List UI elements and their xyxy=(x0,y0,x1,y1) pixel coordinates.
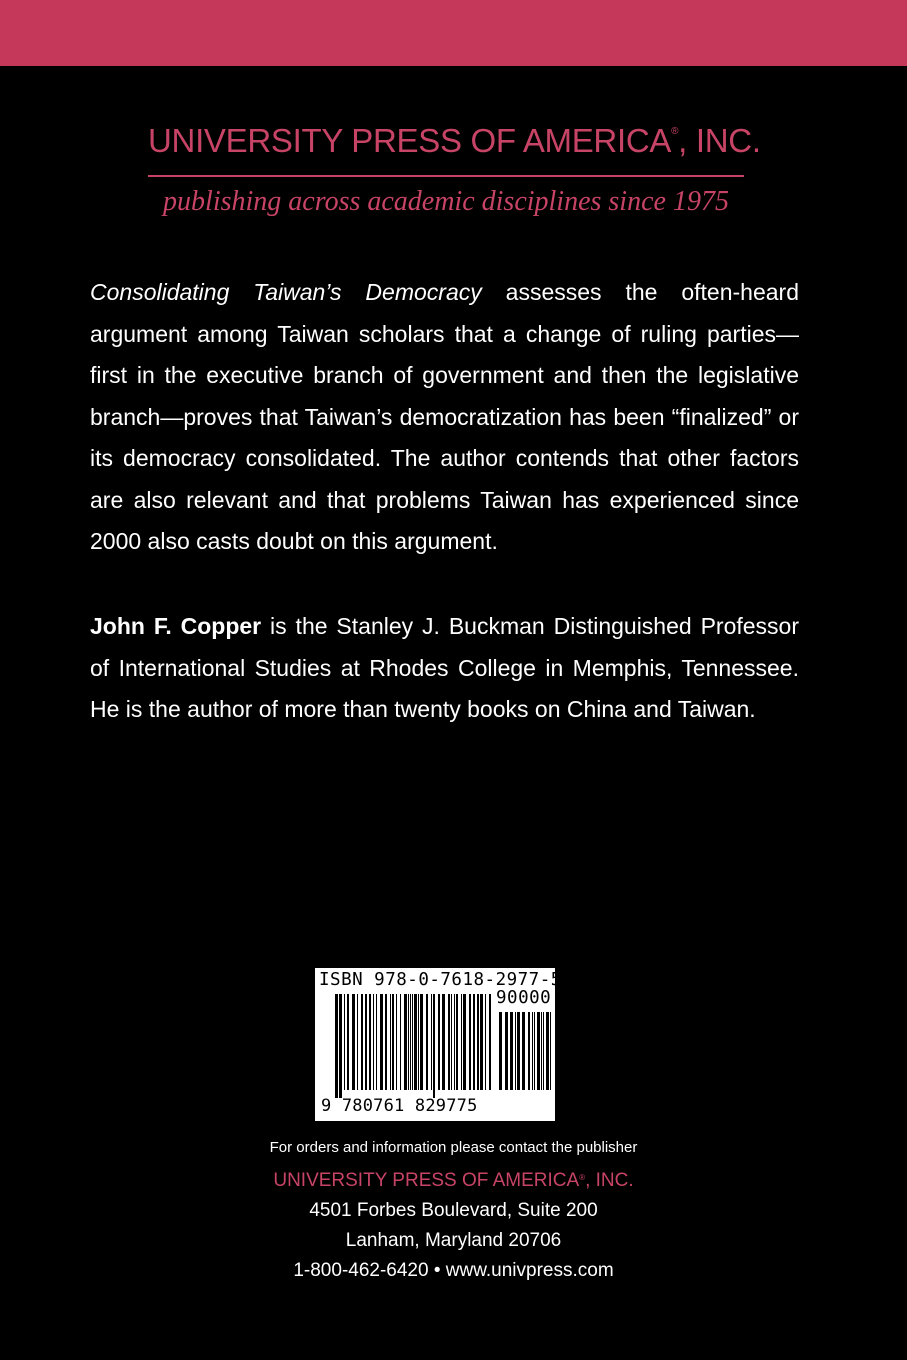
registered-mark: ® xyxy=(671,126,679,137)
phone-and-website: 1-800-462-6420 • www.univpress.com xyxy=(293,1260,614,1281)
publisher-rule xyxy=(148,175,744,177)
publisher-tagline: publishing across academic disciplines since 1975 xyxy=(163,186,729,217)
price-code: 90000 xyxy=(496,988,552,1008)
contact-registered-mark: ® xyxy=(579,1173,586,1182)
author-bio xyxy=(90,606,799,731)
book-description xyxy=(90,272,799,563)
author-name: John F. Copper xyxy=(90,613,262,639)
top-color-band xyxy=(0,0,907,66)
bio-text: is the Stanley J. Buckman Distinguished Professor of International Studies at Rhodes College in Memphis, Tennessee. He is the author of more than twenty books on China and Taiwan. xyxy=(90,613,799,722)
description-text: assesses the often-heard argument among Taiwan scholars that a change of ruling parties—first in the executive branch of government and then the legislative branch—proves that Taiwan’s democratization has been “finalized” or its democracy consolidated. The author contends that other factors are also relevant and that problems Taiwan has experienced since 2000 also casts doubt on this argument. xyxy=(90,279,799,554)
address-line-2: Lanham, Maryland 20706 xyxy=(345,1230,562,1251)
contact-line: For orders and information please contact the publisher xyxy=(269,1139,638,1156)
address-line-1: 4501 Forbes Boulevard, Suite 200 xyxy=(309,1200,598,1221)
contact-publisher-name: UNIVERSITY PRESS OF AMERICA®, INC. xyxy=(273,1170,634,1191)
ean-digits: 9 780761 829775 xyxy=(321,1096,478,1116)
book-title: Consolidating Taiwan’s Democracy xyxy=(90,279,482,305)
isbn-barcode xyxy=(315,968,562,1121)
publisher-name: UNIVERSITY PRESS OF AMERICA®, INC. xyxy=(148,122,761,159)
isbn-label: ISBN 978-0-7618-2977-5 xyxy=(319,970,562,990)
